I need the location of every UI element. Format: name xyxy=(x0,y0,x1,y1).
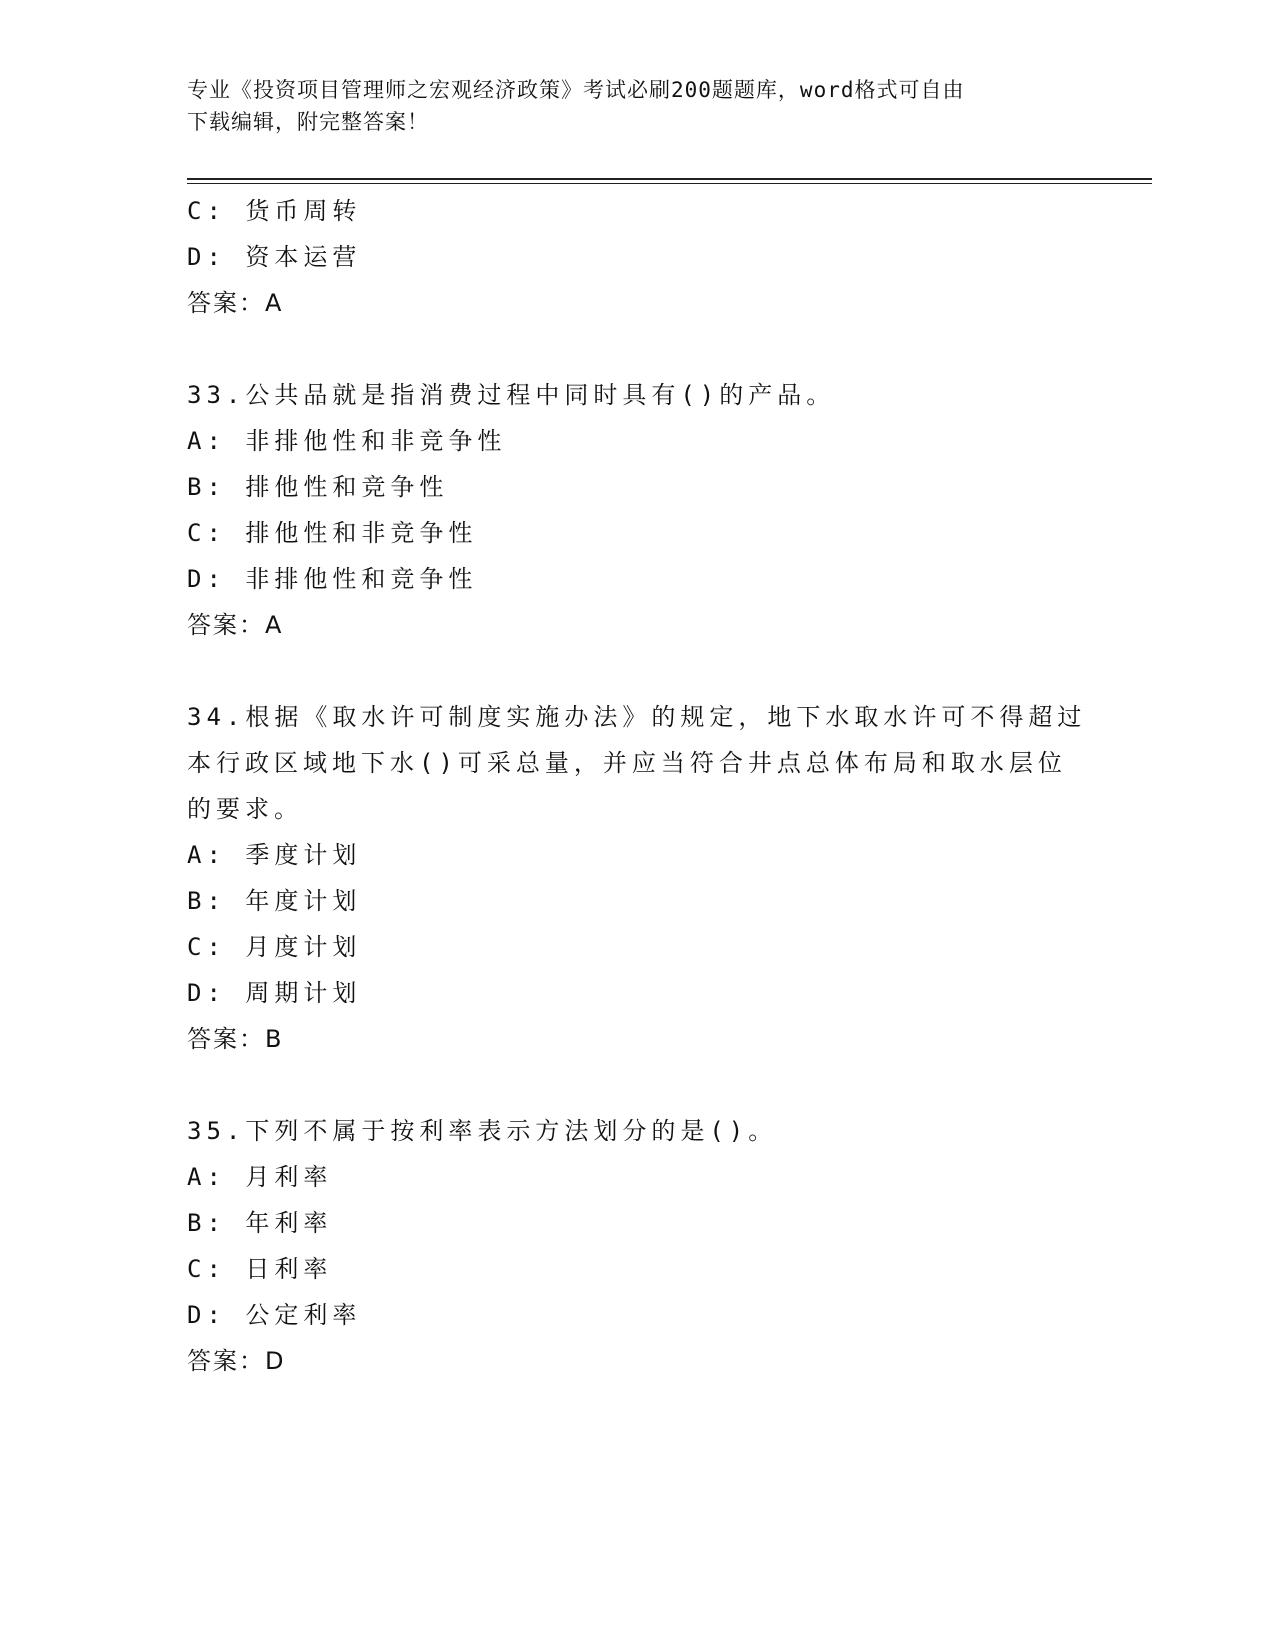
option-label: D: xyxy=(187,565,226,593)
option-label: D: xyxy=(187,243,226,271)
option-text: 资本运营 xyxy=(245,243,362,271)
header-title-line-2: 下载编辑，附完整答案！ xyxy=(187,110,429,134)
question-stem: 33.公共品就是指消费过程中同时具有()的产品。 xyxy=(187,381,836,409)
option-text: 月利率 xyxy=(245,1163,333,1191)
option-d xyxy=(187,1292,1067,1338)
question-stem-line-1: 34.根据《取水许可制度实施办法》的规定，地下水取水许可不得超过 xyxy=(187,703,1087,731)
option-text: 货币周转 xyxy=(245,197,362,225)
option-text: 排他性和竞争性 xyxy=(245,473,449,501)
option-d xyxy=(187,556,1067,602)
option-text: 公定利率 xyxy=(245,1301,362,1329)
option-label: B: xyxy=(187,887,226,915)
option-label: C: xyxy=(187,197,226,225)
option-label: A: xyxy=(187,427,226,455)
header-title-line-1: 专业《投资项目管理师之宏观经济政策》考试必刷200题题库，word格式可自由 xyxy=(187,78,965,102)
option-label: C: xyxy=(187,519,226,547)
spacer xyxy=(187,1062,1067,1108)
header-divider-thin xyxy=(187,183,1152,184)
question-block-prev xyxy=(187,188,1067,326)
option-b xyxy=(187,878,1067,924)
document-header xyxy=(187,74,1067,138)
option-label: D: xyxy=(187,979,226,1007)
answer-line: 答案：A xyxy=(187,289,284,317)
option-text: 非排他性和竞争性 xyxy=(245,565,478,593)
question-list xyxy=(187,188,1087,1384)
question-block-35 xyxy=(187,1108,1067,1384)
option-label: B: xyxy=(187,1209,226,1237)
question-block-33 xyxy=(187,372,1067,648)
option-b xyxy=(187,1200,1067,1246)
option-a xyxy=(187,832,1067,878)
option-label: D: xyxy=(187,1301,226,1329)
option-text: 年度计划 xyxy=(245,887,362,915)
answer-line: 答案：D xyxy=(187,1347,286,1375)
option-text: 季度计划 xyxy=(245,841,362,869)
question-stem: 35.下列不属于按利率表示方法划分的是()。 xyxy=(187,1117,778,1145)
option-label: C: xyxy=(187,933,226,961)
option-label: A: xyxy=(187,1163,226,1191)
question-block-34 xyxy=(187,694,1087,1062)
header-divider-thick xyxy=(187,178,1152,180)
answer-line: 答案：A xyxy=(187,611,284,639)
option-text: 年利率 xyxy=(245,1209,333,1237)
option-c xyxy=(187,510,1067,556)
option-c xyxy=(187,1246,1067,1292)
question-stem-line-3: 的要求。 xyxy=(187,795,303,823)
option-label: C: xyxy=(187,1255,226,1283)
option-b xyxy=(187,464,1067,510)
option-d xyxy=(187,970,1067,1016)
option-c xyxy=(187,188,1067,234)
question-stem-line-2: 本行政区域地下水()可采总量，并应当符合井点总体布局和取水层位 xyxy=(187,749,1067,777)
option-text: 非排他性和非竞争性 xyxy=(245,427,507,455)
spacer xyxy=(187,326,1067,372)
option-label: B: xyxy=(187,473,226,501)
option-text: 月度计划 xyxy=(245,933,362,961)
option-text: 排他性和非竞争性 xyxy=(245,519,478,547)
answer-line: 答案：B xyxy=(187,1025,284,1053)
spacer xyxy=(187,648,1067,694)
option-d xyxy=(187,234,1067,280)
option-label: A: xyxy=(187,841,226,869)
option-c xyxy=(187,924,1067,970)
option-text: 日利率 xyxy=(245,1255,333,1283)
option-a xyxy=(187,418,1067,464)
option-a xyxy=(187,1154,1067,1200)
option-text: 周期计划 xyxy=(245,979,362,1007)
